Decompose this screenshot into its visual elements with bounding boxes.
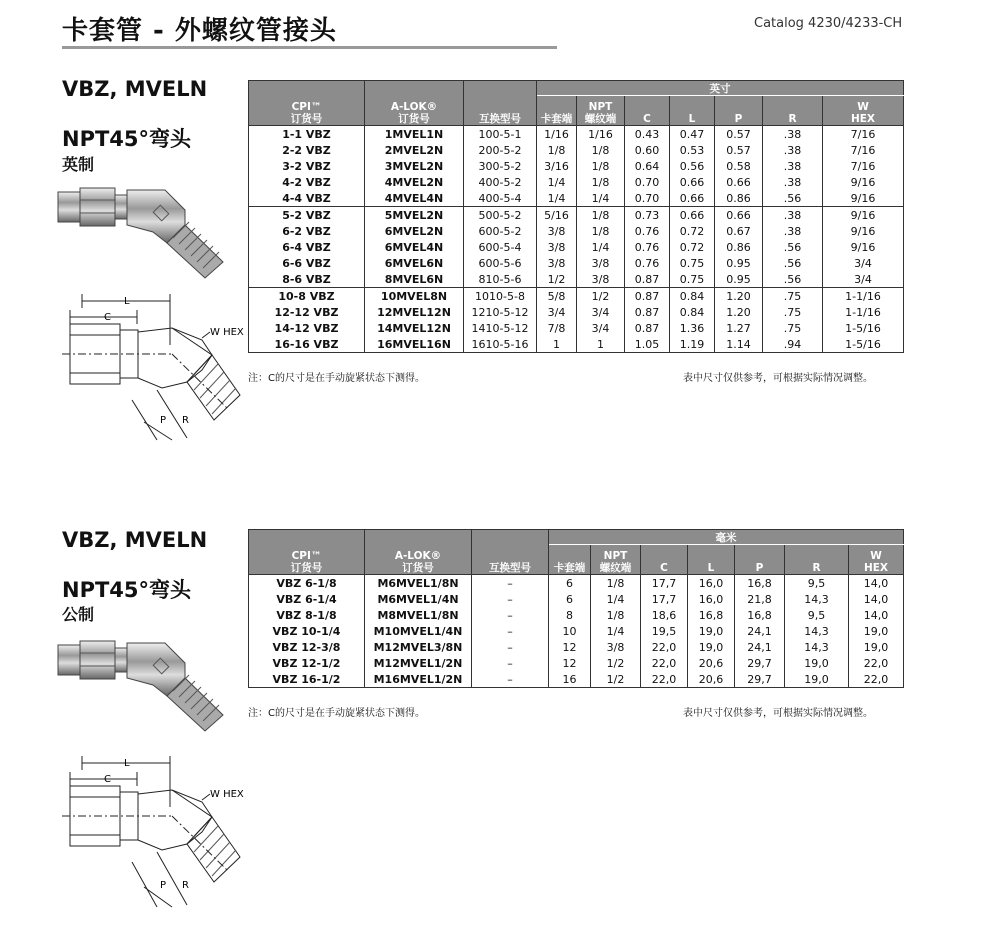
table-cell: .38 bbox=[763, 142, 823, 158]
table-cell: 0.87 bbox=[625, 288, 670, 305]
page-title: 卡套管 - 外螺纹管接头 bbox=[62, 16, 337, 46]
col-header-r: R bbox=[785, 545, 849, 575]
table-cell: 0.87 bbox=[625, 271, 670, 288]
table-cell: 20,6 bbox=[688, 671, 735, 688]
table-cell: 0.75 bbox=[670, 271, 715, 288]
table-cell: 1410-5-12 bbox=[464, 320, 537, 336]
dimension-drawing-metric bbox=[62, 752, 252, 912]
table-row bbox=[249, 607, 904, 623]
unit-header-mm: 毫米 bbox=[549, 530, 904, 545]
table-cell: 17,7 bbox=[641, 575, 688, 592]
table-cell: 400-5-4 bbox=[464, 190, 537, 207]
table-cell: 14,0 bbox=[849, 575, 904, 592]
table-cell: 14,0 bbox=[849, 591, 904, 607]
table-cell: 1/16 bbox=[577, 126, 625, 143]
table-cell: 9/16 bbox=[823, 174, 904, 190]
col-header-w: W HEX bbox=[849, 545, 904, 575]
table-cell: 7/16 bbox=[823, 142, 904, 158]
col-header-l: L bbox=[670, 96, 715, 126]
table-cell: 0.66 bbox=[715, 174, 763, 190]
table-row bbox=[249, 655, 904, 671]
table-cell: 0.43 bbox=[625, 126, 670, 143]
dim-label-C: C bbox=[104, 312, 111, 323]
table-cell: 14,3 bbox=[785, 591, 849, 607]
table-cell: 14,3 bbox=[785, 639, 849, 655]
table-cell: 14MVEL12N bbox=[365, 320, 464, 336]
note-reference-metric: 表中尺寸仅供参考，可根据实际情况调整。 bbox=[683, 708, 873, 719]
col-header-c: C bbox=[625, 96, 670, 126]
table-cell: 810-5-6 bbox=[464, 271, 537, 288]
table-cell: VBZ 10-1/4 bbox=[249, 623, 365, 639]
table-cell: 16-16 VBZ bbox=[249, 336, 365, 353]
table-cell: 1/2 bbox=[591, 671, 641, 688]
table-cell: 6-4 VBZ bbox=[249, 239, 365, 255]
table-cell: – bbox=[472, 671, 549, 688]
table-cell: 3/8 bbox=[537, 255, 577, 271]
table-cell: 3/4 bbox=[823, 271, 904, 288]
table-cell: 0.87 bbox=[625, 304, 670, 320]
table-cell: 1.36 bbox=[670, 320, 715, 336]
table-cell: 1.20 bbox=[715, 288, 763, 305]
title-divider bbox=[62, 46, 557, 49]
table-row bbox=[249, 190, 904, 207]
table-cell: 0.72 bbox=[670, 239, 715, 255]
table-cell: 24,1 bbox=[735, 623, 785, 639]
table-cell: 1/8 bbox=[537, 142, 577, 158]
table-cell: 1/4 bbox=[537, 190, 577, 207]
table-cell: 1/4 bbox=[591, 591, 641, 607]
table-cell: 1.14 bbox=[715, 336, 763, 353]
table-cell: 0.66 bbox=[670, 207, 715, 224]
table-cell: 12-12 VBZ bbox=[249, 304, 365, 320]
table-cell: 3/4 bbox=[577, 320, 625, 336]
table-cell: 19,0 bbox=[849, 639, 904, 655]
table-cell: 22,0 bbox=[641, 655, 688, 671]
table-cell: 0.87 bbox=[625, 320, 670, 336]
table-cell: 100-5-1 bbox=[464, 126, 537, 143]
table-cell: 1/8 bbox=[591, 607, 641, 623]
table-cell: 6MVEL2N bbox=[365, 223, 464, 239]
table-cell: 0.76 bbox=[625, 223, 670, 239]
table-cell: .38 bbox=[763, 207, 823, 224]
table-cell: 0.57 bbox=[715, 142, 763, 158]
table-cell: 18,6 bbox=[641, 607, 688, 623]
table-cell: 10-8 VBZ bbox=[249, 288, 365, 305]
table-cell: 1/16 bbox=[537, 126, 577, 143]
fitting-photo-imperial bbox=[55, 180, 230, 280]
table-cell: VBZ 12-1/2 bbox=[249, 655, 365, 671]
table-cell: 0.72 bbox=[670, 223, 715, 239]
table-row bbox=[249, 142, 904, 158]
table-cell: 1.05 bbox=[625, 336, 670, 353]
table-cell: 9/16 bbox=[823, 223, 904, 239]
table-cell: 3/8 bbox=[577, 255, 625, 271]
table-cell: .56 bbox=[763, 271, 823, 288]
table-cell: – bbox=[472, 639, 549, 655]
table-cell: – bbox=[472, 575, 549, 592]
table-cell: M12MVEL1/2N bbox=[365, 655, 472, 671]
table-cell: 14,3 bbox=[785, 623, 849, 639]
table-cell: 0.75 bbox=[670, 255, 715, 271]
note-reference-imperial: 表中尺寸仅供参考，可根据实际情况调整。 bbox=[683, 373, 873, 384]
table-cell: 1/2 bbox=[537, 271, 577, 288]
table-cell: 22,0 bbox=[849, 655, 904, 671]
table-row bbox=[249, 239, 904, 255]
table-cell: 5MVEL2N bbox=[365, 207, 464, 224]
section2-unit-system: 公制 bbox=[62, 605, 95, 624]
table-cell: VBZ 6-1/4 bbox=[249, 591, 365, 607]
table-cell: 1/8 bbox=[577, 207, 625, 224]
dimension-drawing-imperial bbox=[62, 290, 252, 445]
table-cell: 5-2 VBZ bbox=[249, 207, 365, 224]
dim-label-C: C bbox=[104, 774, 111, 785]
table-cell: 3/8 bbox=[591, 639, 641, 655]
table-row bbox=[249, 207, 904, 224]
col-header-cpi: CPI™ 订货号 bbox=[249, 81, 365, 126]
table-cell: 17,7 bbox=[641, 591, 688, 607]
table-cell: 2-2 VBZ bbox=[249, 142, 365, 158]
table-cell: VBZ 6-1/8 bbox=[249, 575, 365, 592]
table-cell: – bbox=[472, 591, 549, 607]
table-cell: 10 bbox=[549, 623, 591, 639]
dim-label-L: L bbox=[124, 296, 130, 307]
section2-series: VBZ, MVELN bbox=[62, 528, 208, 552]
table-cell: 6 bbox=[549, 591, 591, 607]
table-cell: 9,5 bbox=[785, 575, 849, 592]
table-cell: 1 bbox=[577, 336, 625, 353]
table-cell: 20,6 bbox=[688, 655, 735, 671]
table-cell: 8MVEL6N bbox=[365, 271, 464, 288]
table-cell: 1/8 bbox=[591, 575, 641, 592]
table-cell: 14,0 bbox=[849, 607, 904, 623]
table-cell: 16,8 bbox=[735, 575, 785, 592]
table-cell: 22,0 bbox=[641, 671, 688, 688]
table-cell: 1/4 bbox=[591, 623, 641, 639]
table-cell: 3-2 VBZ bbox=[249, 158, 365, 174]
table-cell: 0.64 bbox=[625, 158, 670, 174]
table-cell: 1010-5-8 bbox=[464, 288, 537, 305]
dim-label-L: L bbox=[124, 758, 130, 769]
col-header-p: P bbox=[735, 545, 785, 575]
table-cell: .56 bbox=[763, 190, 823, 207]
table-cell: 4MVEL2N bbox=[365, 174, 464, 190]
dim-label-R: R bbox=[182, 415, 189, 426]
table-cell: 0.60 bbox=[625, 142, 670, 158]
table-cell: 16MVEL16N bbox=[365, 336, 464, 353]
table-cell: 500-5-2 bbox=[464, 207, 537, 224]
col-header-l: L bbox=[688, 545, 735, 575]
section1-product-name: NPT45°弯头 bbox=[62, 127, 192, 151]
spec-table-imperial bbox=[248, 80, 904, 353]
table-cell: 1-1 VBZ bbox=[249, 126, 365, 143]
table-cell: .38 bbox=[763, 223, 823, 239]
table-cell: 1/4 bbox=[537, 174, 577, 190]
table-cell: .56 bbox=[763, 239, 823, 255]
table-cell: 6 bbox=[549, 575, 591, 592]
table-cell: 0.95 bbox=[715, 255, 763, 271]
table-cell: 1/2 bbox=[577, 288, 625, 305]
table-cell: .56 bbox=[763, 255, 823, 271]
table-row bbox=[249, 336, 904, 353]
table-cell: 9,5 bbox=[785, 607, 849, 623]
table-cell: 0.84 bbox=[670, 304, 715, 320]
col-header-alok: A-LOK® 订货号 bbox=[365, 81, 464, 126]
table-cell: 19,0 bbox=[785, 655, 849, 671]
table-cell: 1610-5-16 bbox=[464, 336, 537, 353]
table-cell: 22,0 bbox=[641, 639, 688, 655]
table-cell: VBZ 12-3/8 bbox=[249, 639, 365, 655]
table-cell: 19,5 bbox=[641, 623, 688, 639]
table-cell: .38 bbox=[763, 126, 823, 143]
table-cell: – bbox=[472, 607, 549, 623]
table-row bbox=[249, 158, 904, 174]
table-cell: 1 bbox=[537, 336, 577, 353]
table-cell: M8MVEL1/8N bbox=[365, 607, 472, 623]
table-cell: 1/4 bbox=[577, 239, 625, 255]
table-row bbox=[249, 288, 904, 305]
table-cell: 3MVEL2N bbox=[365, 158, 464, 174]
table-cell: 0.66 bbox=[670, 174, 715, 190]
table-cell: 5/8 bbox=[537, 288, 577, 305]
table-cell: 1-1/16 bbox=[823, 288, 904, 305]
table-cell: 4-2 VBZ bbox=[249, 174, 365, 190]
table-cell: 9/16 bbox=[823, 190, 904, 207]
table-cell: 1.27 bbox=[715, 320, 763, 336]
table-cell: 1.20 bbox=[715, 304, 763, 320]
table-cell: .94 bbox=[763, 336, 823, 353]
table-cell: 300-5-2 bbox=[464, 158, 537, 174]
catalog-number: Catalog 4230/4233-CH bbox=[754, 16, 903, 31]
table-cell: 6-6 VBZ bbox=[249, 255, 365, 271]
table-cell: 0.67 bbox=[715, 223, 763, 239]
table-cell: 0.58 bbox=[715, 158, 763, 174]
table-cell: 14-12 VBZ bbox=[249, 320, 365, 336]
table-cell: 0.47 bbox=[670, 126, 715, 143]
table-cell: 19,0 bbox=[785, 671, 849, 688]
table-cell: 12 bbox=[549, 655, 591, 671]
table-cell: 1/8 bbox=[577, 142, 625, 158]
table-cell: 1-5/16 bbox=[823, 336, 904, 353]
table-row bbox=[249, 575, 904, 592]
col-header-tube-end: 卡套端 bbox=[537, 96, 577, 126]
table-cell: M16MVEL1/2N bbox=[365, 671, 472, 688]
table-cell: VBZ 16-1/2 bbox=[249, 671, 365, 688]
table-cell: 1/2 bbox=[591, 655, 641, 671]
table-cell: 3/4 bbox=[537, 304, 577, 320]
table-cell: M10MVEL1/4N bbox=[365, 623, 472, 639]
table-cell: 10MVEL8N bbox=[365, 288, 464, 305]
table-cell: 8-6 VBZ bbox=[249, 271, 365, 288]
table-cell: 7/8 bbox=[537, 320, 577, 336]
table-cell: 9/16 bbox=[823, 239, 904, 255]
table-cell: M12MVEL3/8N bbox=[365, 639, 472, 655]
table-cell: .75 bbox=[763, 320, 823, 336]
table-row bbox=[249, 639, 904, 655]
table-row bbox=[249, 126, 904, 143]
table-cell: 0.86 bbox=[715, 190, 763, 207]
table-cell: 24,1 bbox=[735, 639, 785, 655]
table-cell: 0.66 bbox=[715, 207, 763, 224]
table-cell: 3/8 bbox=[537, 239, 577, 255]
col-header-r: R bbox=[763, 96, 823, 126]
table-cell: 0.76 bbox=[625, 255, 670, 271]
table-cell: 0.95 bbox=[715, 271, 763, 288]
table-row bbox=[249, 304, 904, 320]
col-header-tube-end: 卡套端 bbox=[549, 545, 591, 575]
table-cell: 600-5-2 bbox=[464, 223, 537, 239]
table-cell: 12MVEL12N bbox=[365, 304, 464, 320]
table-cell: – bbox=[472, 623, 549, 639]
table-cell: 21,8 bbox=[735, 591, 785, 607]
table-cell: VBZ 8-1/8 bbox=[249, 607, 365, 623]
table-cell: 3/8 bbox=[577, 271, 625, 288]
table-cell: 4MVEL4N bbox=[365, 190, 464, 207]
table-cell: 0.73 bbox=[625, 207, 670, 224]
table-cell: M6MVEL1/4N bbox=[365, 591, 472, 607]
table-cell: 0.66 bbox=[670, 190, 715, 207]
table-row bbox=[249, 174, 904, 190]
table-cell: M6MVEL1/8N bbox=[365, 575, 472, 592]
table-cell: 600-5-4 bbox=[464, 239, 537, 255]
table-cell: 29,7 bbox=[735, 655, 785, 671]
note-c-dimension-imperial: 注：C的尺寸是在手动旋紧状态下测得。 bbox=[248, 373, 425, 384]
table-cell: 200-5-2 bbox=[464, 142, 537, 158]
col-header-interchange: 互换型号 bbox=[472, 530, 549, 575]
dim-label-P: P bbox=[160, 880, 167, 891]
table-cell: 16,0 bbox=[688, 575, 735, 592]
table-cell: 7/16 bbox=[823, 158, 904, 174]
col-header-npt: NPT 螺纹端 bbox=[577, 96, 625, 126]
table-cell: 3/16 bbox=[537, 158, 577, 174]
table-cell: 0.56 bbox=[670, 158, 715, 174]
table-cell: 3/8 bbox=[537, 223, 577, 239]
table-cell: 12 bbox=[549, 639, 591, 655]
table-cell: 0.86 bbox=[715, 239, 763, 255]
table-cell: 1/8 bbox=[577, 158, 625, 174]
table-row bbox=[249, 591, 904, 607]
table-cell: 0.57 bbox=[715, 126, 763, 143]
col-header-p: P bbox=[715, 96, 763, 126]
col-header-alok: A-LOK® 订货号 bbox=[365, 530, 472, 575]
table-cell: 1/8 bbox=[577, 223, 625, 239]
dim-label-W: W HEX bbox=[210, 789, 244, 800]
table-cell: .38 bbox=[763, 158, 823, 174]
table-cell: 1210-5-12 bbox=[464, 304, 537, 320]
section1-unit-system: 英制 bbox=[62, 155, 95, 174]
table-row bbox=[249, 271, 904, 288]
table-cell: 1-5/16 bbox=[823, 320, 904, 336]
table-cell: 1/4 bbox=[577, 190, 625, 207]
col-header-cpi: CPI™ 订货号 bbox=[249, 530, 365, 575]
table-cell: 0.76 bbox=[625, 239, 670, 255]
table-cell: 6-2 VBZ bbox=[249, 223, 365, 239]
table-cell: 16,8 bbox=[688, 607, 735, 623]
table-cell: 19,0 bbox=[688, 639, 735, 655]
table-cell: 6MVEL4N bbox=[365, 239, 464, 255]
table-cell: – bbox=[472, 655, 549, 671]
table-cell: 16,0 bbox=[688, 591, 735, 607]
table-cell: 7/16 bbox=[823, 126, 904, 143]
table-cell: 16 bbox=[549, 671, 591, 688]
table-cell: 8 bbox=[549, 607, 591, 623]
col-header-npt: NPT 螺纹端 bbox=[591, 545, 641, 575]
section1-series: VBZ, MVELN bbox=[62, 77, 208, 101]
table-cell: .38 bbox=[763, 174, 823, 190]
table-cell: 19,0 bbox=[849, 623, 904, 639]
table-cell: 3/4 bbox=[823, 255, 904, 271]
table-row bbox=[249, 320, 904, 336]
col-header-w: W HEX bbox=[823, 96, 904, 126]
table-cell: 0.70 bbox=[625, 174, 670, 190]
unit-header-inch: 英寸 bbox=[537, 81, 904, 96]
table-cell: 1.19 bbox=[670, 336, 715, 353]
table-cell: 1-1/16 bbox=[823, 304, 904, 320]
table-cell: 600-5-6 bbox=[464, 255, 537, 271]
table-cell: 22,0 bbox=[849, 671, 904, 688]
table-cell: 16,8 bbox=[735, 607, 785, 623]
table-cell: .75 bbox=[763, 304, 823, 320]
col-header-c: C bbox=[641, 545, 688, 575]
spec-table-metric bbox=[248, 529, 904, 688]
table-cell: 29,7 bbox=[735, 671, 785, 688]
table-cell: 5/16 bbox=[537, 207, 577, 224]
table-cell: 3/4 bbox=[577, 304, 625, 320]
table-row bbox=[249, 623, 904, 639]
table-cell: 400-5-2 bbox=[464, 174, 537, 190]
dim-label-W: W HEX bbox=[210, 327, 244, 338]
table-row bbox=[249, 255, 904, 271]
fitting-photo-metric bbox=[55, 633, 230, 733]
col-header-interchange: 互换型号 bbox=[464, 81, 537, 126]
table-row bbox=[249, 223, 904, 239]
table-cell: .75 bbox=[763, 288, 823, 305]
table-cell: 0.84 bbox=[670, 288, 715, 305]
table-cell: 6MVEL6N bbox=[365, 255, 464, 271]
dim-label-R: R bbox=[182, 880, 189, 891]
section2-product-name: NPT45°弯头 bbox=[62, 578, 192, 602]
table-row bbox=[249, 671, 904, 688]
note-c-dimension-metric: 注：C的尺寸是在手动旋紧状态下测得。 bbox=[248, 708, 425, 719]
table-cell: 1/8 bbox=[577, 174, 625, 190]
table-cell: 0.53 bbox=[670, 142, 715, 158]
table-cell: 1MVEL1N bbox=[365, 126, 464, 143]
table-cell: 2MVEL2N bbox=[365, 142, 464, 158]
table-cell: 4-4 VBZ bbox=[249, 190, 365, 207]
table-cell: 0.70 bbox=[625, 190, 670, 207]
table-cell: 19,0 bbox=[688, 623, 735, 639]
dim-label-P: P bbox=[160, 415, 167, 426]
table-cell: 9/16 bbox=[823, 207, 904, 224]
